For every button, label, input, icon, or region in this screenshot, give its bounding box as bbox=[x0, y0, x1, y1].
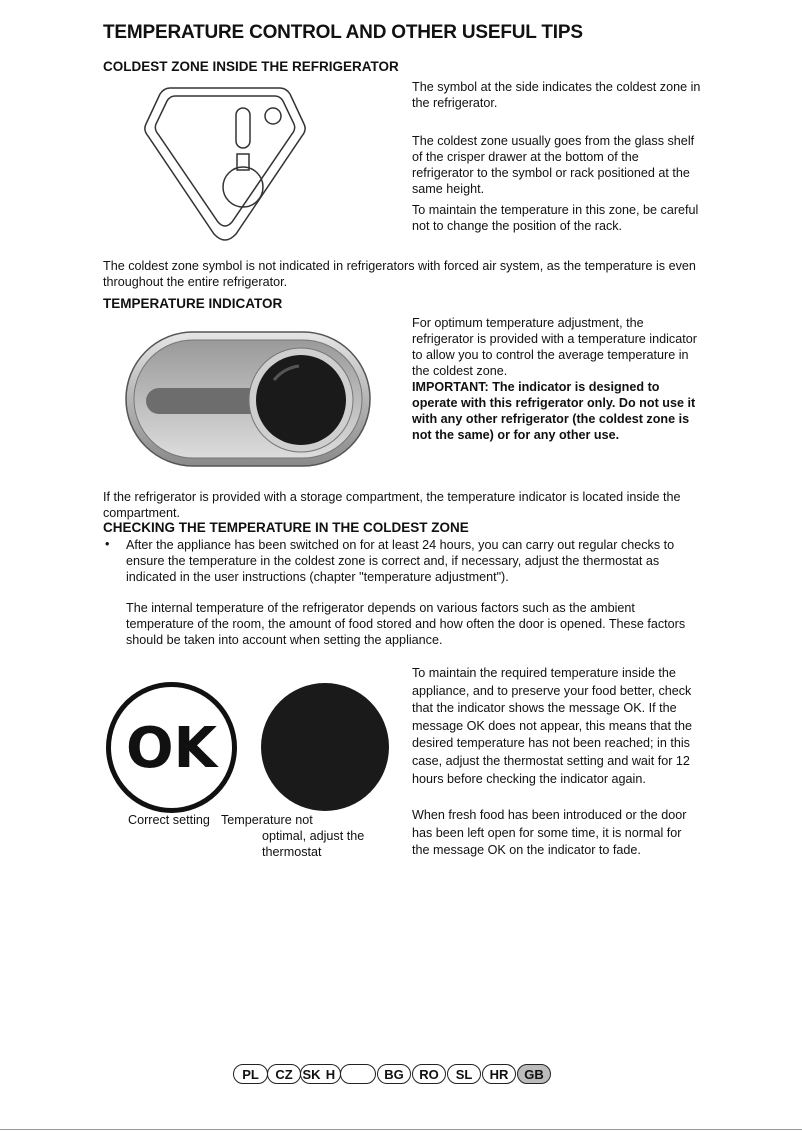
checking-bullet-text: After the appliance has been switched on for at least 24 hours, you can carry out regular checks to ensure the temperature in the coldest zone is correct and, if necessary, adjust the thermostat as indicated in the user instructions (chapter "temperature adjustment"). bbox=[126, 538, 675, 584]
coldest-zone-paragraph-2: The coldest zone usually goes from the glass shelf of the crisper drawer at the bottom of the refrigerator to the symbol or rack positioned at the same height. bbox=[412, 134, 695, 196]
lang-h-tab[interactable]: H bbox=[321, 1064, 341, 1084]
bullet-marker: • bbox=[105, 537, 110, 551]
lang-bg-tab[interactable]: BG bbox=[377, 1064, 411, 1084]
ok-indicator-label: OK bbox=[126, 716, 217, 781]
ok-indicator-icon bbox=[104, 680, 239, 815]
caption-not-optimal-line2: optimal, adjust the bbox=[262, 829, 365, 843]
indicator-location-note: If the refrigerator is provided with a storage compartment, the temperature indicator is located inside the compartment. bbox=[103, 490, 681, 520]
lang-blank-tab[interactable] bbox=[340, 1064, 376, 1084]
caption-not-optimal-line1: Temperature not bbox=[221, 813, 313, 827]
page-bottom-divider bbox=[0, 1129, 802, 1130]
section-heading-checking-temperature: CHECKING THE TEMPERATURE IN THE COLDEST ZONE bbox=[103, 520, 469, 535]
indicator-important-note: IMPORTANT: The indicator is designed to operate with this refrigerator only. Do not use it with any other refrigerator (the coldest zone is not the same) or for any other use. bbox=[412, 380, 696, 442]
lang-sl-tab[interactable]: SL bbox=[447, 1064, 481, 1084]
indicator-paragraph: For optimum temperature adjustment, the refrigerator is provided with a temperature indicator to allow you to control the average temperature in the coldest zone. bbox=[412, 316, 697, 378]
coldest-zone-paragraph-3: To maintain the temperature in this zone, be careful not to change the position of the rack. bbox=[412, 203, 699, 233]
temperature-indicator-icon bbox=[124, 330, 374, 470]
section-heading-coldest-zone: COLDEST ZONE INSIDE THE REFRIGERATOR bbox=[103, 59, 399, 74]
language-selector bbox=[233, 1064, 550, 1084]
lang-sk-tab[interactable]: SK bbox=[300, 1064, 322, 1084]
lang-cz-tab[interactable]: CZ bbox=[267, 1064, 301, 1084]
lang-hr-tab[interactable]: HR bbox=[482, 1064, 516, 1084]
lang-gb-tab[interactable]: GB bbox=[517, 1064, 551, 1084]
section-heading-temperature-indicator: TEMPERATURE INDICATOR bbox=[103, 296, 283, 311]
coldest-zone-note: The coldest zone symbol is not indicated in refrigerators with forced air system, as the temperature is even throughout the entire refrigerator. bbox=[103, 259, 696, 289]
caption-correct-setting: Correct setting bbox=[128, 813, 210, 827]
caption-not-optimal-line3: thermostat bbox=[262, 845, 322, 859]
checking-right-paragraph-2: When fresh food has been introduced or the door has been left open for some time, it is normal for the message OK on the indicator to fade. bbox=[412, 808, 687, 858]
lang-pl-tab[interactable]: PL bbox=[233, 1064, 268, 1084]
checking-right-paragraph-1: To maintain the required temperature inside the appliance, and to preserve your food better, check that the indicator shows the message OK. If the message OK does not appear, this means that the desired temperature has not been reached; in this case, adjust the thermostat setting and wait for 12 hours before checking the indicator again. bbox=[412, 666, 693, 786]
checking-paragraph-2: The internal temperature of the refrigerator depends on various factors such as the ambient temperature of the room, the amount of food stored and how often the door is opened. These factors should be taken into account when setting the appliance. bbox=[126, 601, 686, 647]
not-optimal-indicator-icon bbox=[260, 682, 390, 812]
coldest-zone-paragraph-1: The symbol at the side indicates the coldest zone in the refrigerator. bbox=[412, 80, 701, 110]
coldest-zone-symbol-icon bbox=[140, 84, 310, 244]
page-title: TEMPERATURE CONTROL AND OTHER USEFUL TIPS bbox=[103, 22, 583, 43]
lang-ro-tab[interactable]: RO bbox=[412, 1064, 446, 1084]
